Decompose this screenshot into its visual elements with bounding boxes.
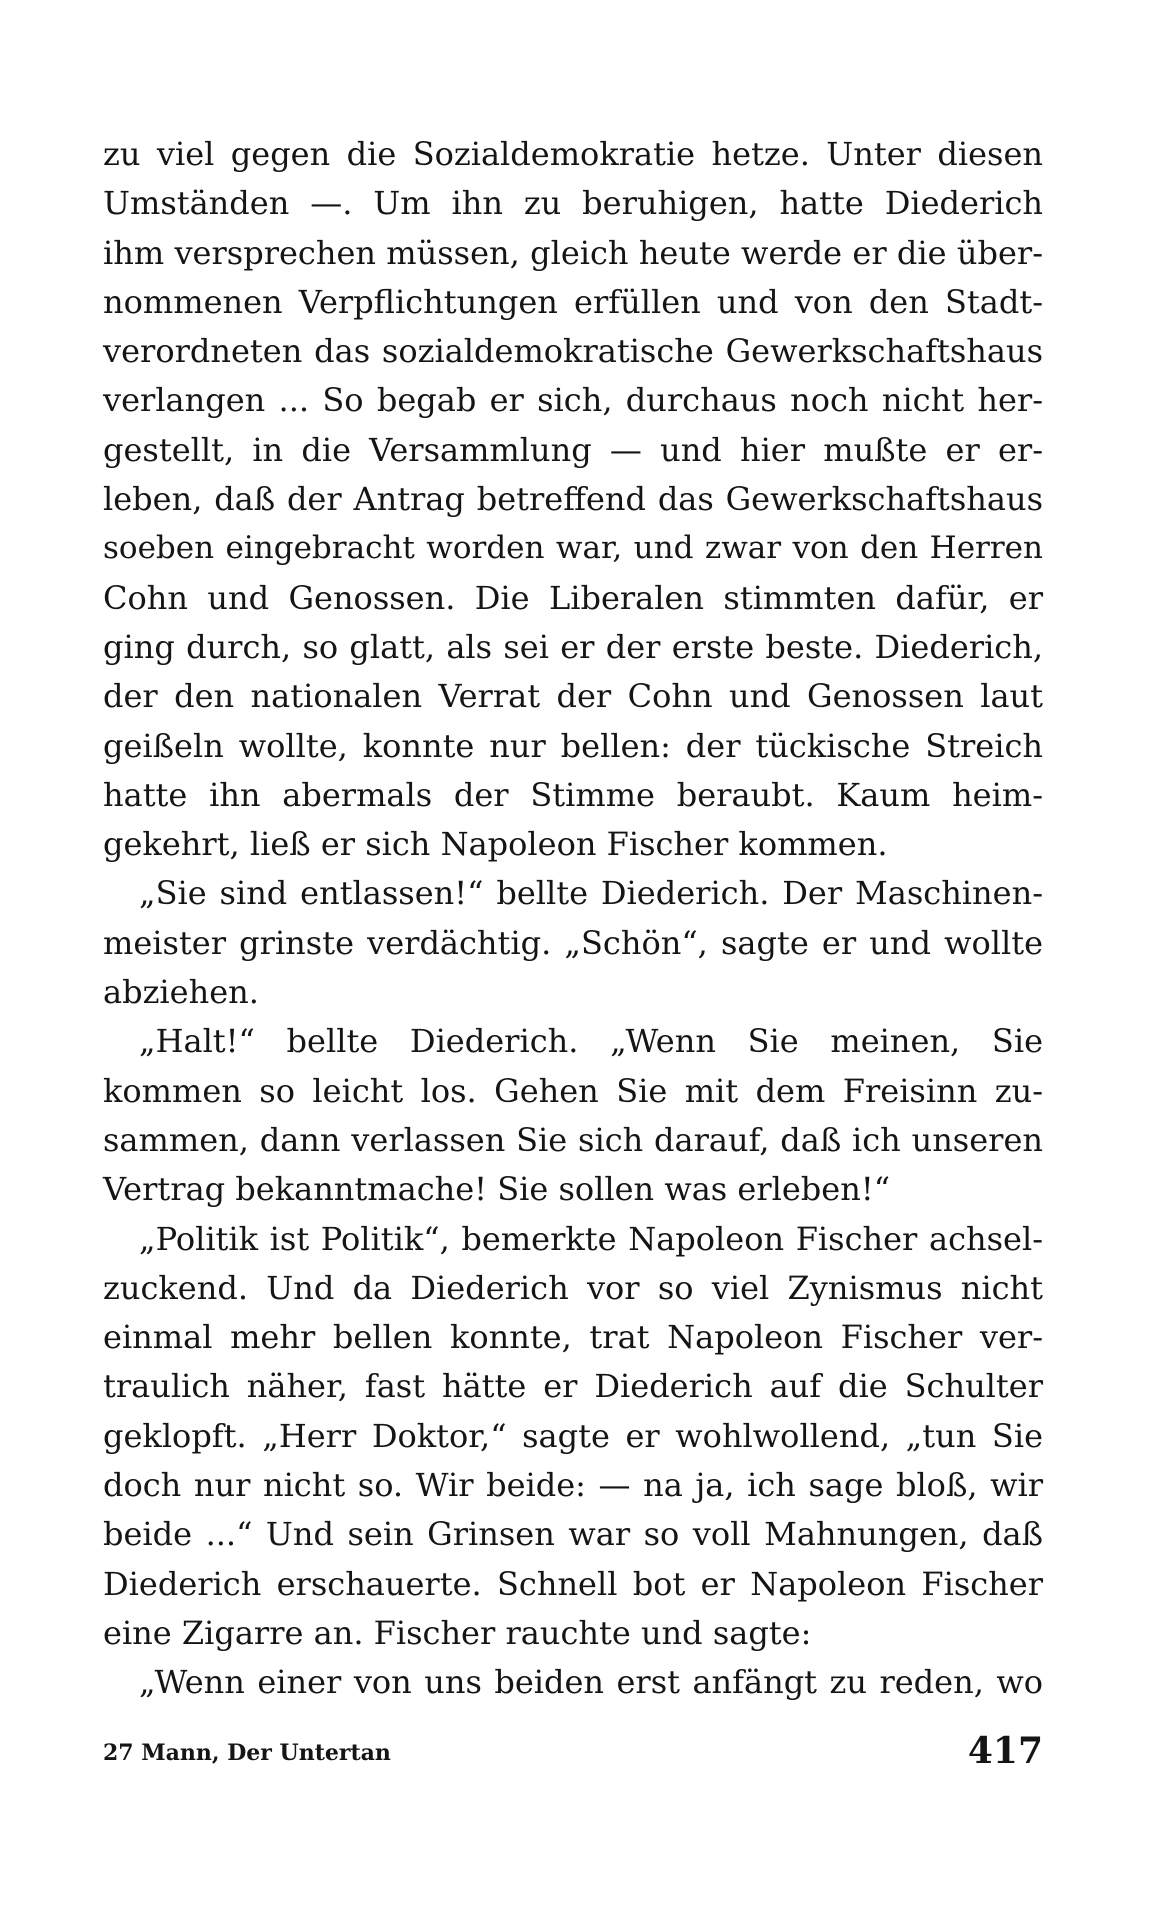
- text-line: doch nur nicht so. Wir beide: — na ja, ich sage bloß, wir: [103, 1466, 1043, 1505]
- text-line: einmal mehr bellen konnte, trat Napoleon Fischer ver-: [103, 1318, 1043, 1357]
- text-line: ihm versprechen müssen, gleich heute werde er die über-: [103, 233, 1043, 272]
- text-line: zuckend. Und da Diederich vor so viel Zynismus nicht: [103, 1268, 1043, 1307]
- text-line: Cohn und Genossen. Die Liberalen stimmten dafür, er: [103, 578, 1043, 617]
- text-line: Vertrag bekanntmache! Sie sollen was erleben!“: [103, 1170, 891, 1209]
- text-line: leben, daß der Antrag betreffend das Gewerkschaftshaus: [103, 480, 1043, 519]
- text-line: hatte ihn abermals der Stimme beraubt. Kaum heim-: [103, 775, 1043, 814]
- text-line: gekehrt, ließ er sich Napoleon Fischer kommen.: [103, 825, 888, 864]
- text-line: „Sie sind entlassen!“ bellte Diederich. Der Maschinen-: [139, 874, 1043, 913]
- page-footer: [103, 1730, 1043, 1780]
- text-line: geißeln wollte, konnte nur bellen: der tückische Streich: [103, 726, 1043, 765]
- text-line: nommenen Verpflichtungen erfüllen und von den Stadt-: [103, 282, 1043, 321]
- body-text: [103, 130, 1043, 1708]
- text-line: verordneten das sozialdemokratische Gewerkschaftshaus: [103, 332, 1043, 371]
- text-line: traulich näher, fast hätte er Diederich auf die Schulter: [103, 1367, 1043, 1406]
- text-line: „Wenn einer von uns beiden erst anfängt zu reden, wo: [139, 1663, 1043, 1702]
- text-line: geklopft. „Herr Doktor,“ sagte er wohlwollend, „tun Sie: [103, 1416, 1043, 1455]
- printer-signature: 27 Mann, Der Untertan: [103, 1740, 391, 1766]
- text-line: der den nationalen Verrat der Cohn und Genossen laut: [103, 677, 1043, 716]
- text-line: verlangen ... So begab er sich, durchaus noch nicht her-: [103, 381, 1043, 420]
- text-line: sammen, dann verlassen Sie sich darauf, daß ich unseren: [103, 1120, 1043, 1159]
- text-line: kommen so leicht los. Gehen Sie mit dem Freisinn zu-: [103, 1071, 1043, 1110]
- text-line: soeben eingebracht worden war, und zwar von den Herren: [103, 530, 1043, 567]
- text-line: Diederich erschauerte. Schnell bot er Napoleon Fischer: [103, 1564, 1043, 1603]
- text-line: beide ...“ Und sein Grinsen war so voll Mahnungen, daß: [103, 1515, 1043, 1554]
- page-number: 417: [967, 1730, 1043, 1772]
- text-line: abziehen.: [103, 973, 259, 1012]
- text-line: meister grinste verdächtig. „Schön“, sagte er und wollte: [103, 923, 1043, 962]
- text-line: „Politik ist Politik“, bemerkte Napoleon Fischer achsel-: [139, 1219, 1043, 1258]
- text-line: ging durch, so glatt, als sei er der erste beste. Diederich,: [103, 627, 1043, 666]
- text-line: gestellt, in die Versammlung — und hier mußte er er-: [103, 430, 1043, 469]
- text-line: Umständen —. Um ihn zu beruhigen, hatte Diederich: [103, 184, 1043, 223]
- text-line: „Halt!“ bellte Diederich. „Wenn Sie meinen, Sie: [139, 1022, 1043, 1061]
- text-line: zu viel gegen die Sozialdemokratie hetze. Unter diesen: [103, 135, 1043, 173]
- text-line: eine Zigarre an. Fischer rauchte und sagte:: [103, 1613, 812, 1652]
